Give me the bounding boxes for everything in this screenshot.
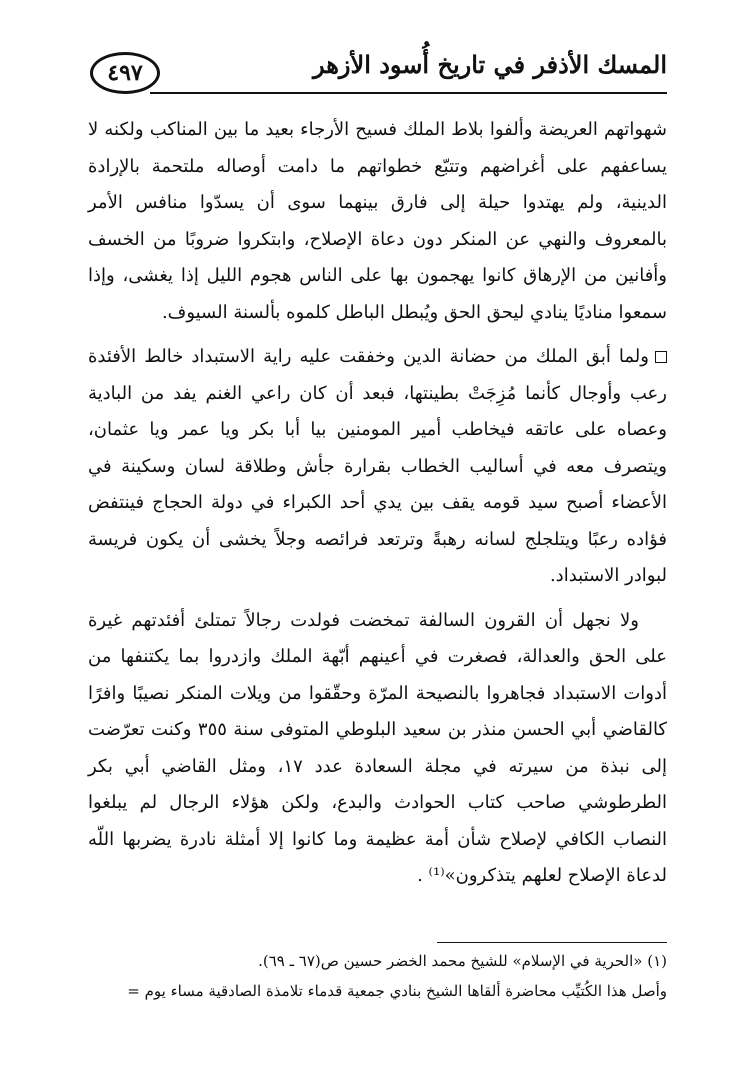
body-text: [88, 112, 667, 903]
paragraph-1: شهواتهم العريضة وألفوا بلاط الملك فسيح الأرجاء بعيد ما بين المناكب ولكنه لا يساعفهم على أغراضهم وتتبّع خطواتهم ما دامت أوصاله ملتحمة بالإرادة الدينية، ولم يهتدوا حيلة إلى فارق بينهما سوى أن يسدّوا منافس الأمر بالمعروف والنهي عن المنكر دون دعاة الإصلاح، وابتكروا ضروبًا من الخسف وأفانين من الإرهاق كانوا يهجمون بها على الناس هجوم الليل إذا يغشى، وإذا سمعوا مناديًا ينادي ليحق الحق ويُبطل الباطل كلموه بألسنة السيوف.: [88, 119, 667, 323]
header-rule: [150, 92, 667, 94]
page-header: [90, 40, 667, 98]
running-title: المسك الأذفر في تاريخ أُسود الأزهر: [313, 50, 667, 79]
square-bullet-icon: [655, 351, 667, 363]
paragraph-3: ولا نجهل أن القرون السالفة تمخضت فولدت رجالاً تمتلئ أفئدتهم غيرة على الحق والعدالة، فصغرت في أعينهم أبّهة الملك وازدروا بما يكتنفها من أدوات الاستبداد فجاهروا بالنصيحة المرّة وحقّقوا من ويلات المنكر نصيبًا وافرًا كالقاضي أبي الحسن منذر بن سعيد البلوطي المتوفى سنة ٣٥٥ وكنت تعرّضت إلى نبذة من سيرته في مجلة السعادة عدد ١٧، ومثل القاضي أبي بكر الطرطوشي صاحب كتاب الحوادث والبدع، ولكن هؤلاء الرجال لم يبلغوا النصاب الكافي لإصلاح شأن أمة عظيمة وما كانوا إلا أمثلة نادرة يضربها اللّه لدعاة الإصلاح لعلهم يتذكرون»⁽¹⁾ .: [88, 609, 667, 886]
footnote-2: وأصل هذا الكُتيِّب محاضرة ألقاها الشيخ بنادي جمعية قدماء تلامذة الصادقية مساء يوم =: [127, 982, 667, 1000]
footnote-1: (١) «الحرية في الإسلام» للشيخ محمد الخضر حسين ص(٦٧ ـ ٦٩).: [258, 952, 667, 970]
page-number: ٤٩٧: [90, 52, 160, 94]
footnotes: [88, 946, 667, 1006]
paragraph-2-text: ولما أبق الملك من حضانة الدين وخفقت عليه راية الاستبداد خالط الأفئدة رعب وأوجال كأنما مُزِجَتْ بطينتها، فبعد أن كان راعي الغنم يفد من البادية وعصاه على عاتقه فيخاطب أمير المومنين بيا أبا بكر ويا عمر ويا عثمان، ويتصرف معه في أساليب الخطاب بقرارة جأش وطلاقة لسان وسكينة في الأعضاء أصبح سيد قومه يقف بين يدي أحد الكبراء في دولة الحجاج فينتفض فؤاده رعبًا ويتلجلج لسانه رهبةً وترتعد فرائصه وجلاً يخشى أن يكون فريسة لبوادر الاستبداد.: [88, 346, 667, 586]
paragraph-2: [88, 339, 667, 595]
footnote-rule: [437, 942, 667, 943]
